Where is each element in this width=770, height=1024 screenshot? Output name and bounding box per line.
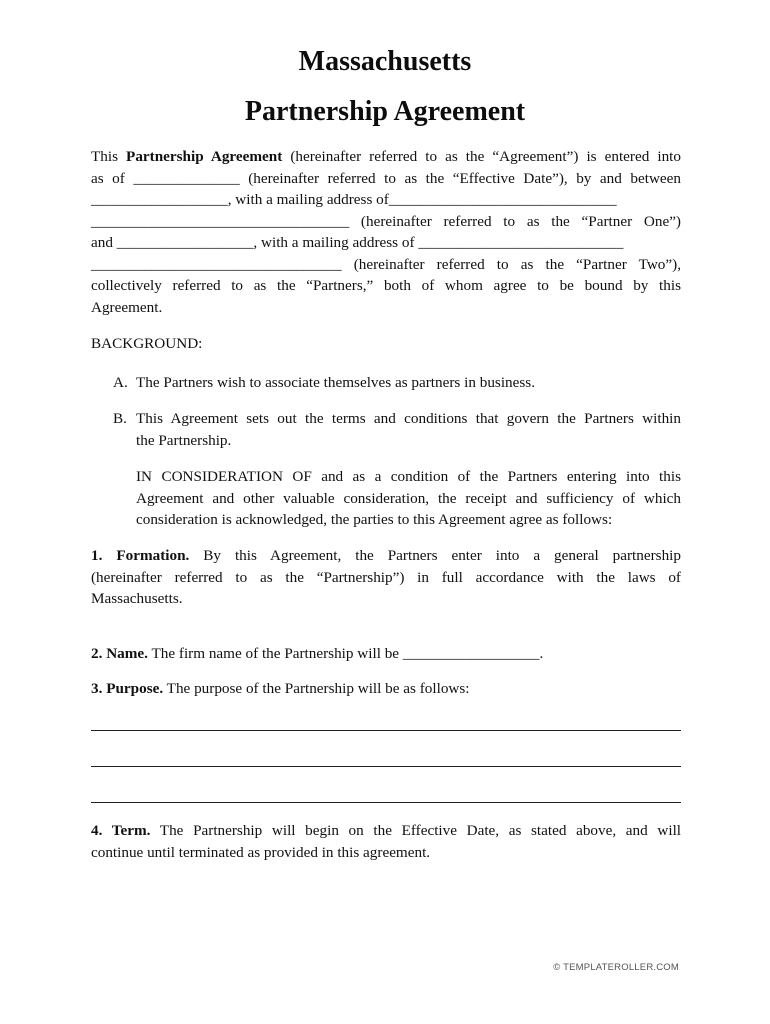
section-text: continue until terminated as provided in this agreement.: [91, 843, 431, 861]
section-text: (hereinafter referred to as the “Partnership”) in full accordance with the laws of: [91, 568, 681, 586]
list-marker: B.: [113, 410, 127, 427]
intro-line: and __________________, with a mailing address of ___________________________: [91, 234, 624, 251]
intro-line: This Partnership Agreement (hereinafter referred to as the “Agreement”) is entered into: [91, 148, 681, 165]
list-item-text: the Partnership.: [136, 431, 232, 449]
section-name: [91, 643, 681, 665]
agreement-term: Partnership Agreement: [126, 148, 283, 165]
intro-line: __________________, with a mailing address of______________________________: [91, 191, 617, 208]
intro-paragraph: [91, 146, 681, 318]
section-text: Massachusetts.: [91, 590, 183, 607]
footer-credit: © TEMPLATEROLLER.COM: [553, 962, 679, 973]
purpose-blank-line[interactable]: [91, 766, 681, 767]
section-text: The purpose of the Partnership will be as follows:: [163, 680, 470, 697]
intro-line: Agreement.: [91, 298, 163, 316]
list-item-text: This Agreement sets out the terms and conditions that govern the Partners within: [136, 410, 681, 427]
purpose-blank-line[interactable]: [91, 802, 681, 803]
intro-line: collectively referred to as the “Partners,” both of whom agree to be bound by this: [91, 277, 681, 294]
background-heading: BACKGROUND:: [91, 335, 203, 352]
section-heading: 2. Name.: [91, 645, 148, 662]
document-title: Partnership Agreement: [244, 96, 526, 127]
section-term: 4. Term. The Partnership will begin on the Effective Date, as stated above, and will continue until terminated as provided in this agreement.: [91, 820, 681, 863]
section-purpose: [91, 678, 681, 700]
intro-line: __________________________________ (hereinafter referred to as the “Partner One”): [91, 212, 681, 230]
purpose-blank-line[interactable]: [91, 730, 681, 731]
intro-line: as of ______________ (hereinafter referred to as the “Effective Date”), by and between: [91, 169, 681, 187]
section-heading: 1. Formation.: [91, 547, 190, 564]
consideration-line: Agreement and other valuable consideration, the receipt and sufficiency of which: [136, 489, 681, 507]
section-formation: 1. Formation. By this Agreement, the Partners enter into a general partnership (hereinafter referred to as the “Partnership”) in full accordance with the laws of Massachusetts.: [91, 545, 681, 610]
consideration-line: IN CONSIDERATION OF and as a condition of the Partners entering into this: [136, 468, 681, 485]
section-text: The firm name of the Partnership will be __________________.: [147, 645, 544, 662]
section-heading: 3. Purpose.: [91, 680, 164, 697]
list-marker: A.: [113, 374, 128, 391]
intro-line: _________________________________ (hereinafter referred to as the “Partner Two”),: [91, 255, 681, 273]
section-heading: 4. Term.: [91, 822, 151, 839]
list-item-text: The Partners wish to associate themselves as partners in business.: [136, 374, 536, 391]
consideration-line: consideration is acknowledged, the parties to this Agreement agree as follows:: [136, 511, 613, 528]
document-title-state: Massachusetts: [298, 46, 472, 77]
